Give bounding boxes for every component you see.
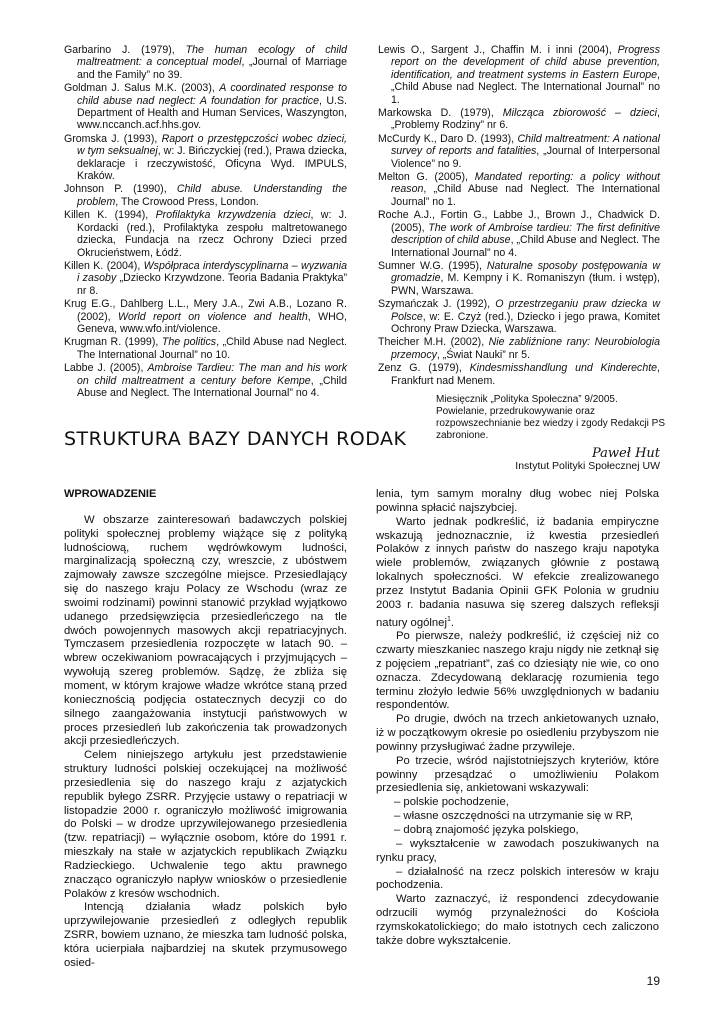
footnote-mark: 1 xyxy=(446,615,451,623)
reference-entry: Lewis O., Sargent J., Chaffin M. i inni (2004), Progress report on the development of child abuse prevention, identification, and treatment systems in Eastern Europe, „Child Abuse nad Neglect. The International Journal” no 1. xyxy=(378,44,660,106)
reference-entry: Zenz G. (1979), Kindesmisshandlung und Kinderechte, Frankfurt nad Menem. xyxy=(378,362,660,387)
reference-entry: Killen K. (1994), Profilaktyka krzywdzenia dzieci, w: J. Kordacki (red.), Profilaktyka zespołu maltretowanego dziecka, Fundacja na rzecz Ochrony Dzieci przed Okrucieństwem, Łódź. xyxy=(64,209,348,259)
reference-entry: Sumner W.G. (1995), Naturalne sposoby postępowania w gromadzie, M. Kempny i K. Romaniszyn (tłum. i wstęp), PWN, Warszawa. xyxy=(378,259,660,297)
list-item: – dobrą znajomość języka polskiego, xyxy=(394,824,579,837)
body-paragraph: Po pierwsze, należy podkreślić, iż częściej niż co czwarty mieszkaniec naszego kraju nigdy nie zetknął się z pojęciem „repatriant”, zaś co dziesiąty nie wie, co ono oznacza. Zdecydowaną deklarację rozumienia tego terminu złożyło ledwie 56% uwzględnionych w badaniu respondentów. xyxy=(376,630,659,712)
author-affiliation: Instytut Polityki Społecznej UW xyxy=(515,460,660,472)
reference-entry: Krugman R. (1999), The politics, „Child Abuse nad Neglect. The International Journal” no 10. xyxy=(64,336,347,361)
reference-entry: McCurdy K., Daro D. (1993), Child maltreatment: A national survey of reports and fatalities, „Journal of Interpersonal Violence” no 9. xyxy=(378,132,661,170)
body-paragraph: Warto jednak podkreślić, iż badania empiryczne wskazują jednoznacznie, iż kwestia przesiedleń Polaków z innych państw do naszego kraju napotyka wiele problemów, związanych głównie z postawą lokalnych społeczności. W efekcie zrealizowanego przez Instytut Badania Opinii GFK Polonia w grudniu 2003 r. badania nasuwa się szereg dalszych refleksji natury ogólnej$^1$. xyxy=(376,515,659,629)
body-paragraph: Intencją działania władz polskich było uprzywilejowanie przesiedleń z odległych republik ZSRR, bowiem uznano, że mieszka tam ludność polska, która ucierpiała najbardziej na skutek przymusowego osied- xyxy=(64,901,347,969)
reference-entry: Melton G. (2005), Mandated reporting: a policy without reason, „Child Abuse nad Neglect. The International Journal” no 1. xyxy=(378,171,660,208)
reference-entry: Killen K. (2004), Współpraca interdyscyplinarna – wyzwania i zasoby „Dziecko Krzywdzone. Teoria Badania Praktyka” nr 8. xyxy=(64,259,347,297)
reference-entry: Gromska J. (1993), Raport o przestępczości wobec dzieci, w tym seksualnej, w: J. Bińczyckiej (red.), Prawa dziecka, deklaracje i rzeczywistość, Oficyna Wyd. IMPULS, Kraków. xyxy=(64,132,347,183)
references-left-column xyxy=(64,44,347,400)
body-paragraph: Warto zaznaczyć, iż respondenci zdecydowanie odrzucili wymóg przynależności do Kościoła rzymskokatolickiego; do mało istotnych cech zaliczono także dobre wykształcenie. xyxy=(376,893,659,947)
reference-entry: Krug E.G., Dahlberg L.L., Mery J.A., Zwi A.B., Lozano R. (2002), World report on violence and health, WHO, Geneva, www.wfo.int/violence. xyxy=(64,298,347,335)
reference-entry: Labbe J. (2005), Ambroise Tardieu: The man and his work on child maltreatment a century before Kempe, „Child Abuse and Neglect. The International Journal” no 4. xyxy=(64,362,347,399)
body-paragraph: Celem niniejszego artykułu jest przedstawienie struktury ludności polskiej oczekującej na możliwość przesiedlenia się do naszego kraju z azjatyckich republik byłego ZSRR. Przyjęcie ustawy o repatriacji w listopadzie 2000 r. ograniczyło możliwość imigrowania do Polski – w drodze uprzywilejowanego przesiedlenia (tzw. repatriacji) – wyłącznie osobom, które do 1991 r. mieszkały na stałe w azjatyckich republikach Związku Radzieckiego. Uchwalenie tego aktu prawnego znacząco ograniczyło napływ wniosków o przesiedlenie Polaków z kresów wschodnich. xyxy=(64,749,347,900)
body-paragraph: W obszarze zainteresowań badawczych polskiej polityki społecznej problemy wiążące się z polityką ludnościową, ruchem wędrówkowym ludności, marginalizacją społeczną czy, wreszcie, z ubóstwem zajmowały zawsze szczególne miejsce. Przesiedlający się do naszego kraju Polacy ze Wschodu (wraz ze swoimi rodzinami) powinni stanowić przykład wyjątkowo udanego przedsięwzięcia przesiedleńczego na tle dwóch powojennych masowych akcji repatriacyjnych. Tymczasem przesiedlenia rozpoczęte w latach 90. – wbrew oczekiwaniom powracających i przyjmujących – wywołują szereg problemów. Sądzę, że zbliża się moment, w którym krajowe władze wkrótce staną przed koniecznością podjęcia ostatecznych decyzji co do silnego zaangażowania instytucji państwowych w proces przesiedleń lub zakończenia tak prowadzonych akcji przesiedleńczych. xyxy=(64,513,347,748)
reference-entry: Markowska D. (1979), Milcząca zbiorowość – dzieci, „Problemy Rodziny” nr 6. xyxy=(378,107,660,132)
body-paragraph: Po trzecie, wśród najistotniejszych kryteriów, które powinny przesądzać o umożliwieniu Polakom przesiedlenia się, ankietowani wskazywali: xyxy=(376,754,659,795)
page-number: 19 xyxy=(646,974,660,988)
references-right-column xyxy=(378,44,660,388)
article-author: Paweł Hut xyxy=(591,446,660,461)
reference-entry: Theicher M.H. (2002), Nie zabliźnione rany: Neurobiologia przemocy, „Świat Nauki” nr 5. xyxy=(378,336,660,361)
reference-entry: Johnson P. (1990), Child abuse. Understanding the problem, The Crowood Press, London. xyxy=(64,183,347,208)
section-heading: WPROWADZENIE xyxy=(64,488,157,500)
body-paragraph: Po drugie, dwóch na trzech ankietowanych uznało, iż w początkowym okresie po osiedleniu przybyszom nie powinny przysługiwać żadne przywileje. xyxy=(376,713,659,753)
list-item: – własne oszczędności na utrzymanie się w RP, xyxy=(394,810,634,823)
body-right-column xyxy=(376,488,659,949)
list-item: – polskie pochodzenie, xyxy=(394,796,509,809)
reference-entry: Szymańczak J. (1992), O przestrzeganiu praw dziecka w Polsce, w: E. Czyż (red.), Dziecko i jego prawa, Komitet Ochrony Praw Dziecka, Warszawa. xyxy=(378,298,661,335)
reference-entry: Garbarino J. (1979), The human ecology of child maltreatment: a conceptual model, „Journal of Marriage and the Family” no 39. xyxy=(64,44,348,81)
article-title: STRUKTURA BAZY DANYCH RODAK xyxy=(64,427,407,450)
reference-entry: Roche A.J., Fortin G., Labbe J., Brown J., Chadwick D. (2005), The work of Ambroise tardieu: The first definitive description of child abuse, „Child Abuse and Neglect. The International Journal” no 4. xyxy=(378,209,660,259)
reference-entry: Goldman J. Salus M.K. (2003), A coordinated response to child abuse nad neglect: A foundation for practice, U.S. Department of Health and Human Services, Waszyngton, www.nccanch.acf.hhs.gov. xyxy=(64,82,347,132)
publisher-note: Miesięcznik „Polityka Społeczna” 9/2005. Powielanie, przedrukowywanie oraz rozpowszechnianie bez wiedzy i zgody Redakcji PS zabronione. xyxy=(436,394,666,441)
list-item: – działalność na rzecz polskich interesów w kraju pochodzenia. xyxy=(376,865,659,892)
body-left-column xyxy=(64,488,347,971)
body-paragraph-continued: lenia, tym samym moralny dług wobec niej Polska powinna spłacić najszybciej. xyxy=(376,488,659,514)
list-item: – wykształcenie w zawodach poszukiwanych na rynku pracy, xyxy=(376,837,659,864)
